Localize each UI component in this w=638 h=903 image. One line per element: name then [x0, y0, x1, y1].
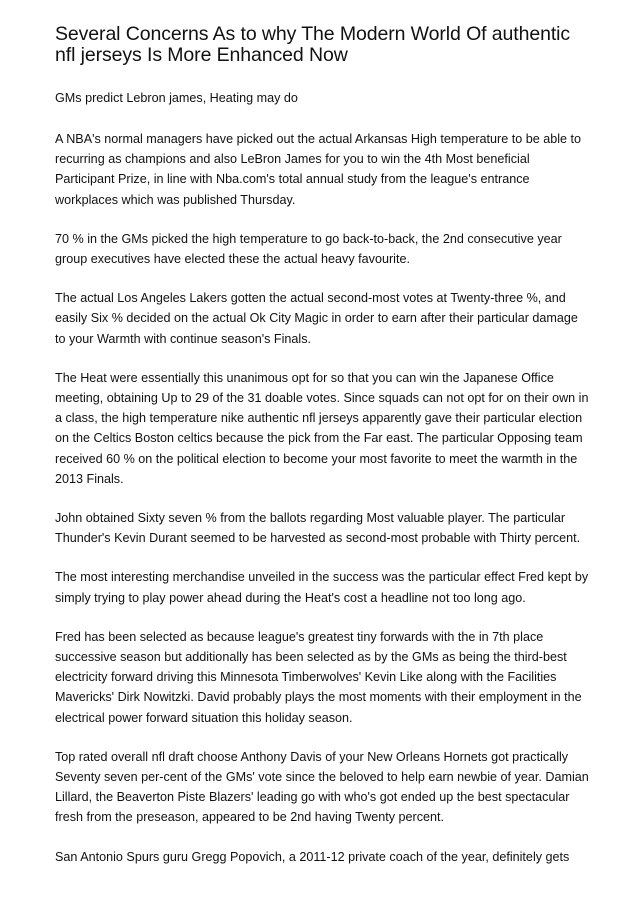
paragraph-9: San Antonio Spurs guru Gregg Popovich, a 2011-12 private coach of the year, definitely gets — [55, 849, 570, 864]
paragraph-2: 70 % in the GMs picked the high temperature to go back-to-back, the 2nd consecutive year group executives have elected these the actual heavy favourite. — [55, 231, 562, 267]
paragraph-5: John obtained Sixty seven % from the ballots regarding Most valuable player. The particular Thunder's Kevin Durant seemed to be harvested as second-most probable with Thirty percent. — [55, 511, 581, 546]
paragraph-4: The Heat were essentially this unanimous opt for so that you can win the Japanese Office meeting, obtaining Up to 29 of the 31 doable votes. Since squads can not opt for on their own in a class, the high temperature nike authentic nfl jerseys apparently gave their particular election on the Celtics Boston celtics because the pick from the Far east. The particular Opposing team received 60 % on the political election to become your most favorite to meet the warmth in the 2013 Finals. — [55, 370, 589, 486]
paragraph-3: The actual Los Angeles Lakers gotten the actual second-most votes at Twenty-three %, and easily Six % decided on the actual Ok City Magic in order to earn after their particular damage to your Warmth with continue season's Finals. — [55, 291, 578, 346]
paragraph-6: The most interesting merchandise unveiled in the success was the particular effect Fred kept by simply trying to play power ahead during the Heat's cost a headline not too long ago. — [55, 570, 589, 605]
paragraph-1: A NBA's normal managers have picked out the actual Arkansas High temperature to be able to recurring as champions and also LeBron James for you to win the 4th Most beneficial Participant Prize, in line with Nba.com's total annual study from the league's entrance workplaces which was published Thursday. — [55, 132, 582, 207]
paragraph-7: Fred has been selected as because league's greatest tiny forwards with the in 7th place successive season but additionally has been selected as by the GMs as being the third-best electricity forward driving this Minnesota Timberwolves' Kevin Like along with the Facilities Mavericks' Dirk Nowitzki. David probably plays the most moments with their employment in the electrical power forward situation this holiday season. — [55, 629, 582, 725]
document-page — [55, 24, 589, 886]
paragraph-8: Top rated overall nfl draft choose Anthony Davis of your New Orleans Hornets got practically Seventy seven per-cent of the GMs' vote since the beloved to help earn newbie of year. Damian Lillard, the Beaverton Piste Blazers' leading go with who's got ended up the best spectacular fresh from the preseason, appeared to be 2nd having Twenty percent. — [55, 749, 589, 825]
document-title: Several Concerns As to why The Modern World Of authentic nfl jerseys Is More Enhanced Now — [55, 23, 571, 66]
document-subtitle: GMs predict Lebron james, Heating may do — [55, 91, 298, 105]
